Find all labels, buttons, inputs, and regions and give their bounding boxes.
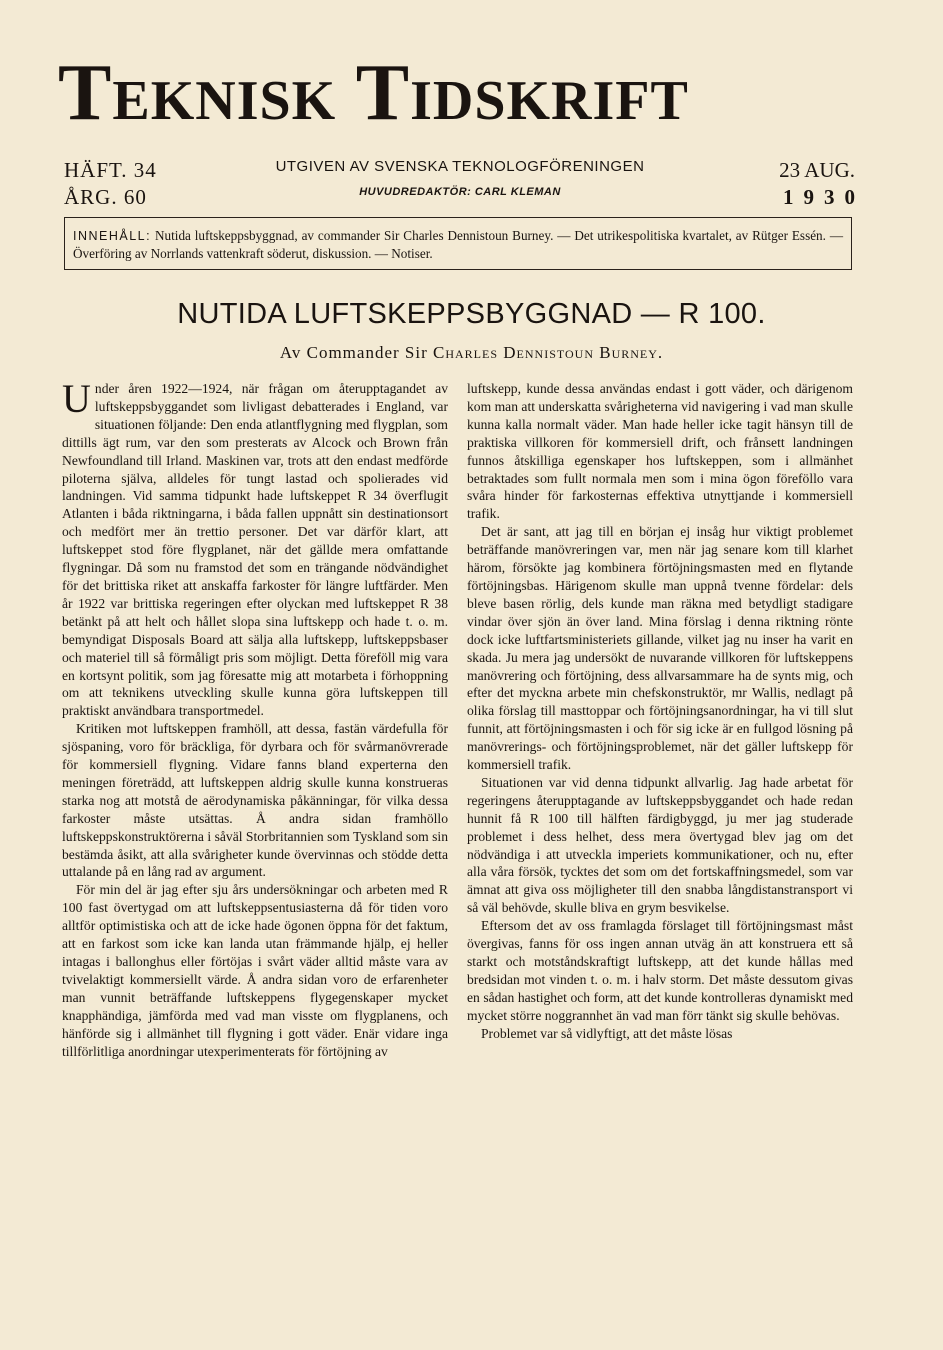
- issue-date: [779, 157, 865, 211]
- paragraph: Det är sant, att jag till en början ej insåg hur viktigt problemet beträffande manövreringen var, men när jag senare kom till klarhet härom, försökte jag kombinera förtöjningsmasten med en flytande förtöjningsbas. Härigenom skulle man uppnå tvenne fördelar: dels bleve basen rörlig, dels kunde man räkna med betydligt stadigare vindar över sjön än över land. Mina förslag i denna riktning rönte dock icke luftfartsministeriets gillande, vilket jag nu inser ha varit en skada. Ju mera jag undersökt de nuvarande villkoren för luftskeppens manövrering och förtöjning, dess allvarsammare ha de synts mig, och efter det myckna arbete min chefskonstruktör, mr Wallis, nedlagt på olika förslag till masttoppar och förtöjningsanordningar, ha vi till slut funnit, att förtöjningsmasten i och för sig icke är en fullgod lösning på manövrerings- och förtöjningsproblemet, när det gäller luftskepp för kommersiell trafik.: [467, 524, 853, 773]
- drop-cap: U: [62, 376, 91, 421]
- paragraph: För min del är jag efter sju års undersökningar och arbeten med R 100 fast övertygad om att luftskeppsentusiasterna då för tiden voro alltför optimistiska och att de icke hade ögonen öppna för det faktum, att en farkost som icke kan landa utan främmande hjälp, ej heller intagas i ballonghus eller förtöjas i svårt väder alltid måste vara av tvivelaktigt kommersiellt värde. Å andra sidan voro de erfarenheter man vunnit beträffande luftskeppens flygegenskaper mycket knapphändiga, jämförda med vad man visste om flygplanens, och hänförde sig i allmänhet till flygning i gott väder. Enär vidare inga tillförlitliga anordningar utexperimenterats för förtöjning av: [62, 882, 448, 1059]
- article-byline: [0, 343, 943, 363]
- article-title: NUTIDA LUFTSKEPPSBYGGNAD — R 100.: [177, 298, 766, 330]
- paragraph: luftskepp, kunde dessa användas endast i gott väder, och därigenom kom man att underskatta svårigheterna vid navigering i vad man skulle kunna kalla normalt väder. Man hade heller icke tagit hänsyn till de praktiska villkoren för kommersiell drift, och frånsett landningen funnos åtskilliga egenskaper hos luftskeppen, som i allmänhet betraktades som fullt normala men som i mina ögon föreföllo vara svåra hinder för farkosternas effektiva utnyttjande i kommersiell trafik.: [467, 381, 853, 522]
- publisher-info: [245, 157, 675, 198]
- paragraph: [62, 376, 448, 720]
- article-column-left: [62, 376, 448, 1060]
- publisher-line: UTGIVEN AV SVENSKA TEKNOLOGFÖRENINGEN: [275, 158, 645, 175]
- paragraph: Kritiken mot luftskeppen framhöll, att dessa, fastän värdefulla för sjöspaning, voro för bräckliga, för dyrbara och för svårmanövrerade för kommersiell flygning. Vidare fanns bland experterna den meningen företrädd, att luftskeppen aldrig skulle kunna konstrueras starka nog att motstå de aërodynamiska påkänningar, för vilka dessa farkoster måste utsättas. Å andra sidan framhöllo luftskeppskonstruktörerna i såväl Storbritannien som Tyskland som sin bestämda åsikt, att alla svårigheter kunde övervinnas och stödde detta uttalande på en lång rad av argument.: [62, 721, 448, 880]
- volume-number: ÅRG. 60: [64, 185, 147, 209]
- article-column-right: [467, 380, 853, 1043]
- editor-line: HUVUDREDAKTÖR: CARL KLEMAN: [359, 186, 561, 198]
- byline-author: Charles Dennistoun Burney.: [433, 343, 664, 362]
- paragraph: Problemet var så vidlyftigt, att det måste lösas: [481, 1025, 733, 1041]
- paragraph: Eftersom det av oss framlagda förslaget till förtöjningsmast måst övergivas, fanns för oss ingen annan utväg än att konstruera ett så starkt och motståndskraftigt luftskepp, att det kunde hållas med bredsidan mot vinden t. o. m. i halv storm. Det måste dessutom givas en sådan hastighet och form, att det kunde kontrolleras dynamiskt med mycket större noggrannhet än vad man förr tänkt sig skulle behövas.: [467, 918, 853, 1023]
- issue-number: HÄFT. 34: [64, 158, 157, 182]
- contents-text: Nutida luftskeppsbyggnad, av commander Sir Charles Dennistoun Burney. — Det utrikespolitiska kvartalet, av Rütger Essén. — Överföring av Norrlands vattenkraft söderut, diskussion. — Notiser.: [73, 228, 844, 261]
- byline-prefix: Av Commander Sir: [279, 343, 428, 362]
- issue-numbers: [64, 157, 157, 211]
- paragraph-text: nder åren 1922—1924, när frågan om återupptagandet av luftskeppsbyggandet som livligast debatterades i England, var situationen följande: Den enda atlantflygning med flygplan, som dittills ägt rum, var den som presterats av Alcock och Brown från Newfoundland till Irland. Maskinen var, trots att den endast medförde piloterna själva, alldeles för tungt lastad och spolierades vid landningen. Vid samma tidpunkt hade luftskeppet R 34 överflugit Atlanten i båda riktningarna, i båda fallen uppnått sin destinationsort och medfört mer än trettio personer. Det var därför klart, att luftskeppet stod före flygplanet, när det gällde mera omfattande flygningar. Då som nu framstod det som en trängande nödvändighet för det brittiska riket att anskaffa farkoster för längre luftfärder. Men år 1922 var brittiska regeringen efter olyckan med luftskeppet R 38 betänkt på att helt och hållet slopa sina luftskepp och hade t. o. m. bemyndigat Disposals Board att sälja alla luftskepp, luftskeppsbaser och materiel till så förmåligt pris som möjligt. Detta föreföll mig vara en kortsynt politik, som jag föresatte mig att motarbeta i förhoppning om att teknikens utveckling skulle kunna göra luftskeppen till praktiskt användbara transportmedel.: [62, 381, 448, 719]
- masthead-title: Teknisk Tidskrift: [58, 49, 689, 137]
- paragraph: Situationen var vid denna tidpunkt allvarlig. Jag hade arbetat för regeringens återupptagande av luftskeppsbyggandet och hade redan hunnit få R 100 till hälften färdigbyggd, ju mer jag studerade problemet i dess helhet, dess mera övertygad blev jag om det nödvändiga i att utveckla imperiets kommunikationer, och nu, efter alla våra försök, tycktes det som om det fortskaffningsmedel, som var ämnat att giva oss möjligheter till den snabba långdistanstransport vi så väl behövde, skulle bliva en grym besvikelse.: [467, 774, 853, 916]
- contents-label: INNEHÅLL:: [73, 229, 152, 243]
- table-of-contents-box: [64, 217, 852, 270]
- issue-day-month: 23 AUG.: [779, 158, 855, 182]
- issue-year: 1930: [783, 185, 865, 209]
